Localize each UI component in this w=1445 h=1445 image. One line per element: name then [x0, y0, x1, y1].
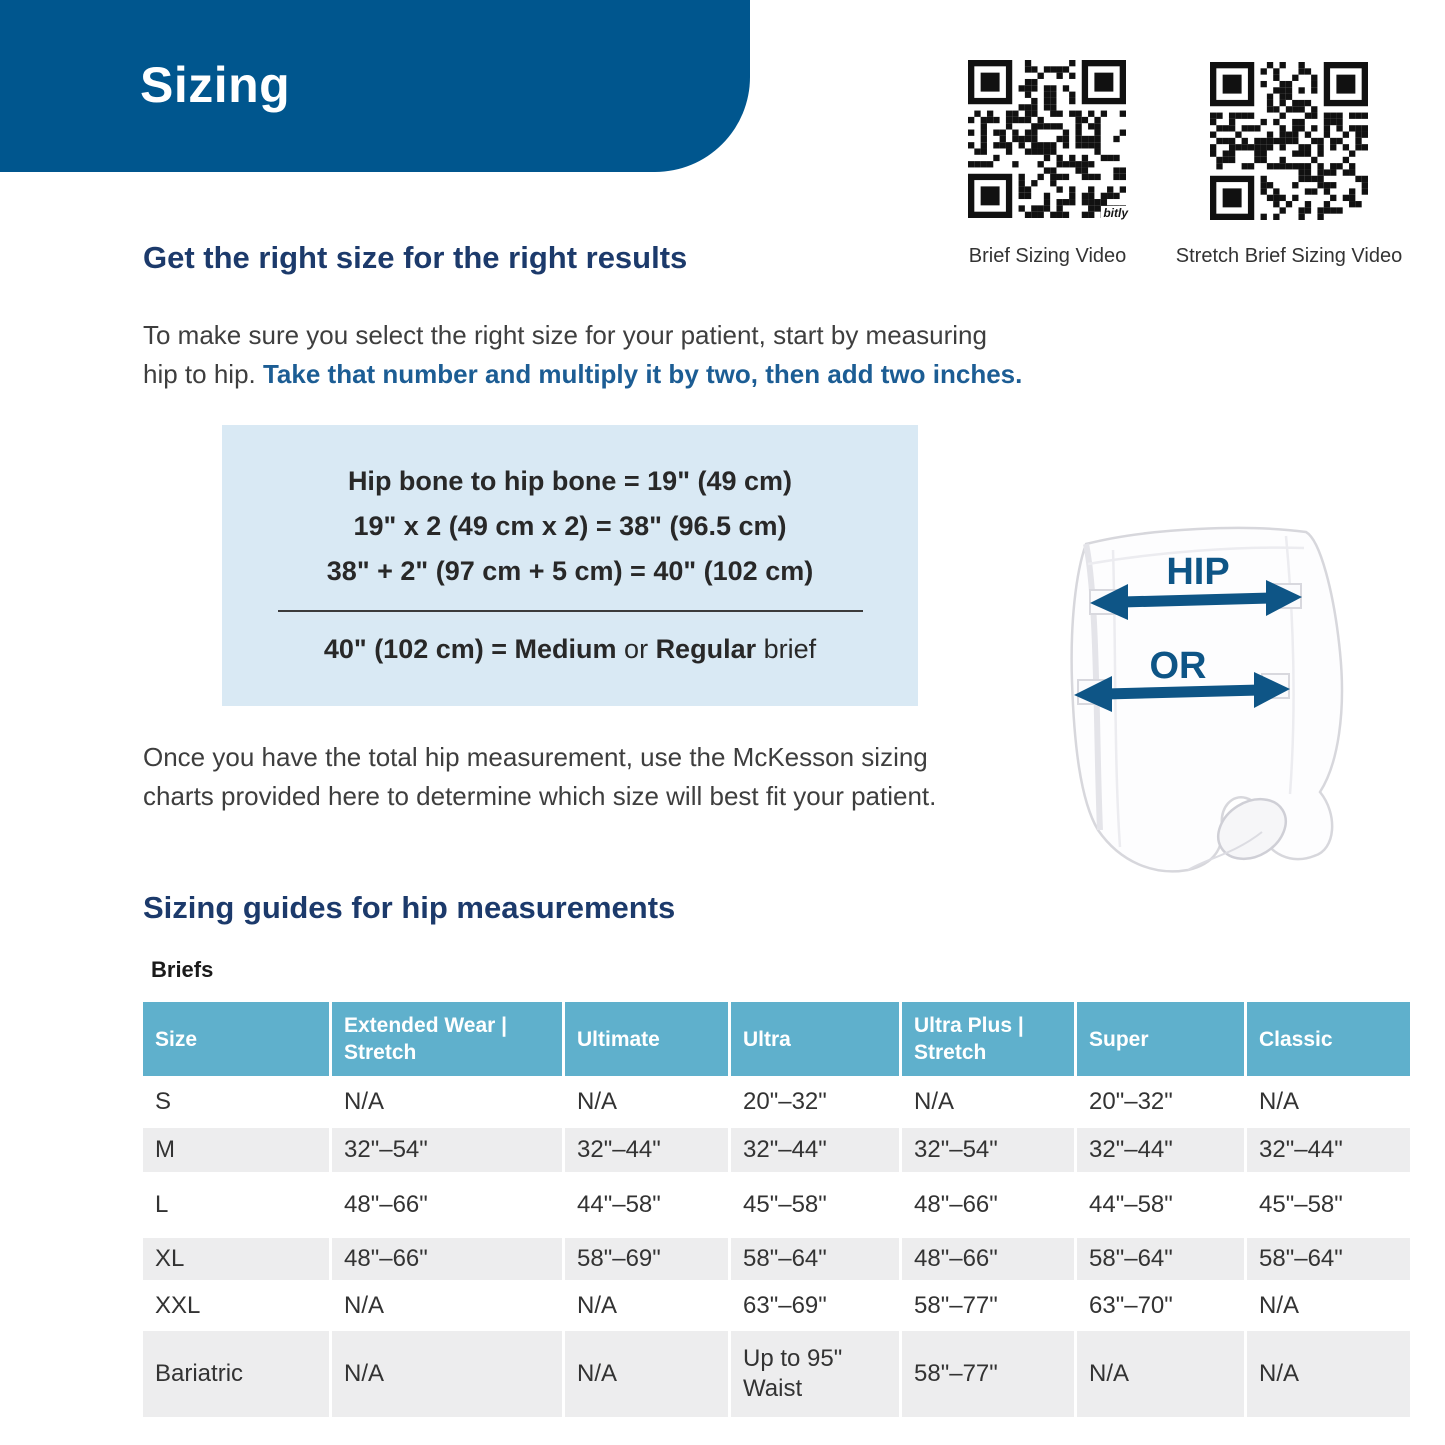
intro-heading: Get the right size for the right results — [143, 240, 688, 275]
range-cell: 63"–70" — [1077, 1282, 1244, 1329]
calc-result-line: 40" (102 cm) = Medium or Regular brief — [323, 634, 817, 664]
table-header — [143, 1002, 1410, 1076]
size-cell: S — [143, 1078, 329, 1126]
column-header-extended-wear: Extended Wear | Stretch — [332, 1002, 562, 1076]
calculation-example-box — [222, 425, 918, 706]
table-row — [143, 1078, 1410, 1126]
range-cell: N/A — [565, 1282, 728, 1329]
outro-line-2: charts provided here to determine which size will best fit your patient. — [143, 781, 937, 811]
range-cell: 48"–66" — [902, 1238, 1074, 1280]
range-cell: 20"–32" — [1077, 1078, 1244, 1126]
intro-line-2: hip to hip. Take that number and multiply it by two, then add two inches. — [143, 359, 1023, 389]
brief-measurement-illustration — [1038, 502, 1358, 882]
range-cell: N/A — [902, 1078, 1074, 1126]
size-cell: M — [143, 1128, 329, 1172]
intro-emphasis: Take that number and multiply it by two, then add two inches. — [262, 359, 1023, 389]
column-header-super: Super — [1077, 1002, 1244, 1076]
range-cell: 48"–66" — [332, 1174, 562, 1236]
intro-paragraph — [143, 316, 1063, 394]
calc-line-1: Hip bone to hip bone = 19" (49 cm) — [347, 466, 793, 496]
calc-line-3: 38" + 2" (97 cm + 5 cm) = 40" (102 cm) — [326, 556, 814, 586]
table-section-heading: Sizing guides for hip measurements — [143, 890, 676, 925]
range-cell: 32"–44" — [1077, 1128, 1244, 1172]
size-cell: Bariatric — [143, 1331, 329, 1417]
qr-code-icon — [1210, 62, 1368, 220]
column-header-ultimate: Ultimate — [565, 1002, 728, 1076]
range-cell: 44"–58" — [1077, 1174, 1244, 1236]
qr-code-icon — [968, 60, 1126, 218]
range-cell: N/A — [565, 1331, 728, 1417]
stretch-brief-sizing-video-label: Stretch Brief Sizing Video — [1175, 245, 1403, 267]
table-row — [143, 1128, 1410, 1172]
range-cell: 58"–77" — [902, 1282, 1074, 1329]
table-row — [143, 1174, 1410, 1236]
range-cell: 32"–54" — [902, 1128, 1074, 1172]
range-cell: 58"–64" — [731, 1238, 899, 1280]
size-cell: XL — [143, 1238, 329, 1280]
stretch-brief-sizing-video-qr-code — [1210, 62, 1368, 220]
range-cell: 32"–44" — [1247, 1128, 1410, 1172]
calc-divider — [278, 610, 863, 612]
column-header-size: Size — [143, 1002, 329, 1076]
column-header-ultra-plus: Ultra Plus | Stretch — [902, 1002, 1074, 1076]
range-cell: N/A — [1077, 1331, 1244, 1417]
range-cell: 44"–58" — [565, 1174, 728, 1236]
outro-paragraph — [143, 738, 1083, 816]
page-title: Sizing — [140, 57, 291, 113]
range-cell: 58"–77" — [902, 1331, 1074, 1417]
range-cell: 45"–58" — [1247, 1174, 1410, 1236]
range-cell: N/A — [332, 1078, 562, 1126]
range-cell: 48"–66" — [332, 1238, 562, 1280]
brief-sizing-video-qr-code — [968, 60, 1126, 218]
outro-line-1: Once you have the total hip measurement, use the McKesson sizing — [143, 742, 928, 772]
header-banner — [0, 0, 750, 172]
range-cell: N/A — [1247, 1331, 1410, 1417]
range-cell: 32"–54" — [332, 1128, 562, 1172]
brief-sizing-video-label: Brief Sizing Video — [968, 245, 1127, 267]
calc-line-2: 19" x 2 (49 cm x 2) = 38" (96.5 cm) — [353, 511, 787, 541]
table-subheading: Briefs — [151, 957, 214, 982]
hip-label: HIP — [1166, 551, 1230, 593]
range-cell: N/A — [1247, 1282, 1410, 1329]
size-cell: XXL — [143, 1282, 329, 1329]
table-row — [143, 1331, 1410, 1417]
range-cell: 63"–69" — [731, 1282, 899, 1329]
range-cell: N/A — [565, 1078, 728, 1126]
range-cell: N/A — [1247, 1078, 1410, 1126]
range-cell: 58"–64" — [1077, 1238, 1244, 1280]
range-cell: 32"–44" — [565, 1128, 728, 1172]
size-cell: L — [143, 1174, 329, 1236]
range-cell: N/A — [332, 1331, 562, 1417]
range-cell: 58"–64" — [1247, 1238, 1410, 1280]
range-cell: N/A — [332, 1282, 562, 1329]
range-cell: 58"–69" — [565, 1238, 728, 1280]
briefs-sizing-table — [140, 1000, 1413, 1419]
bitly-logo: bitly — [1103, 206, 1128, 220]
intro-line-1: To make sure you select the right size for your patient, start by measuring — [143, 320, 987, 350]
range-cell: 20"–32" — [731, 1078, 899, 1126]
column-header-ultra: Ultra — [731, 1002, 899, 1076]
or-label: OR — [1149, 645, 1207, 687]
column-header-classic: Classic — [1247, 1002, 1410, 1076]
table-row — [143, 1238, 1410, 1280]
table-row — [143, 1282, 1410, 1329]
range-cell: 45"–58" — [731, 1174, 899, 1236]
range-cell: Up to 95" Waist — [731, 1331, 899, 1417]
range-cell: 48"–66" — [902, 1174, 1074, 1236]
range-cell: 32"–44" — [731, 1128, 899, 1172]
